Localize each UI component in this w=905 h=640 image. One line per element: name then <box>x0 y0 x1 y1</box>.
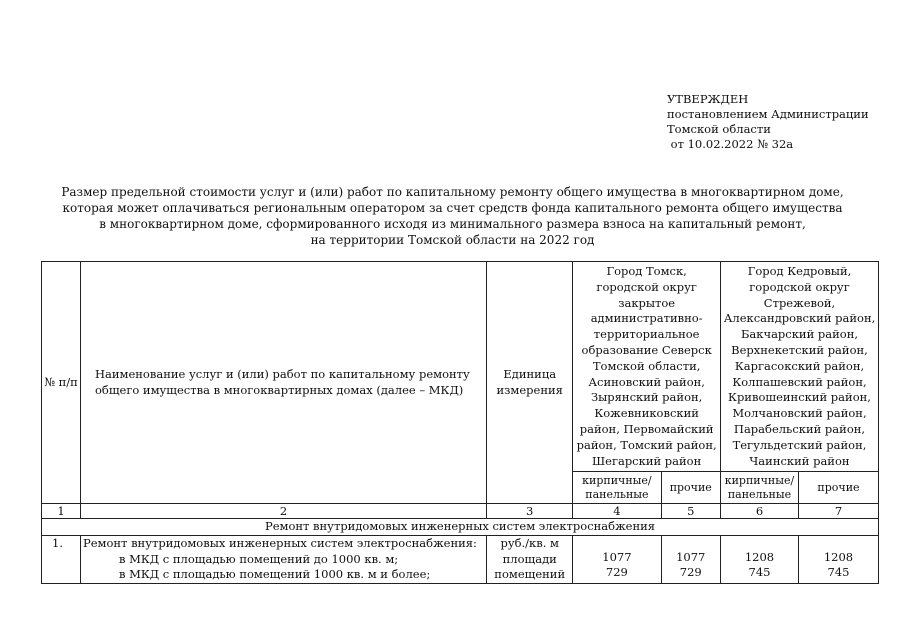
approval-line: УТВЕРЖДЕН <box>667 92 749 106</box>
column-number: 6 <box>721 504 799 519</box>
column-number: 7 <box>798 504 878 519</box>
column-number: 5 <box>661 504 721 519</box>
approval-line: Томской области <box>667 122 771 136</box>
approval-stamp <box>667 92 869 152</box>
value-a: 1208 <box>823 549 854 564</box>
title-line: Размер предельной стоимости услуг и (или) работ по капитальному ремонту общего имущества в многоквартирном доме, <box>61 185 844 199</box>
price-table <box>41 261 879 584</box>
column-number: 3 <box>487 504 573 519</box>
value-b: 745 <box>748 565 771 580</box>
approval-line: от 10.02.2022 № 32а <box>667 137 794 151</box>
column-number: 1 <box>42 504 81 519</box>
document-title <box>0 184 905 248</box>
header-region-1: Город Томск, городской округ закрытое административно-территориальное образование Северск Томской области, Асиновский район, Зырянский район, Кожевниковский район, Первомайский район, Томский район, Шегарский район <box>573 262 721 472</box>
row-value-col7 <box>798 535 878 583</box>
row-num: 1. <box>42 535 81 583</box>
row-line-a: в МКД с площадью помещений до 1000 кв. м; <box>118 551 399 566</box>
header-row <box>42 262 879 472</box>
approval-line: постановлением Администрации <box>667 107 869 121</box>
subheader-other-2: прочие <box>798 472 878 504</box>
value-a: 1077 <box>602 549 632 564</box>
header-name: Наименование услуг и (или) работ по капитальному ремонту общего имущества в многоквартирных домах (далее – МКД) <box>80 262 486 504</box>
title-line: на территории Томской области на 2022 год <box>310 233 595 247</box>
row-value-col6 <box>721 535 799 583</box>
row-value-col4 <box>573 535 661 583</box>
subheader-brick-1: кирпичные/ панельные <box>573 472 661 504</box>
row-value-col5 <box>661 535 721 583</box>
row-description <box>80 535 486 583</box>
row-title: Ремонт внутридомовых инженерных систем электроснабжения: <box>82 535 477 550</box>
value-b: 745 <box>827 565 850 580</box>
section-row <box>42 519 879 536</box>
header-num: № п/п <box>42 262 81 504</box>
header-region-2: Город Кедровый, городской округ Стрежевой, Александровский район, Бакчарский район, Верхнекетский район, Каргасокский район, Колпашевский район, Кривошеинский район, Молчановский район, Парабельский район, Тегульдетский район, Чаинский район <box>721 262 879 472</box>
value-b: 729 <box>679 565 702 580</box>
column-number: 4 <box>573 504 661 519</box>
subheader-other-1: прочие <box>661 472 721 504</box>
column-numbers-row <box>42 504 879 519</box>
value-a: 1077 <box>676 549 706 564</box>
header-unit: Единица измерения <box>487 262 573 504</box>
section-title: Ремонт внутридомовых инженерных систем электроснабжения <box>42 519 879 536</box>
table-row <box>42 535 879 583</box>
subheader-brick-2: кирпичные/ панельные <box>721 472 799 504</box>
title-line: которая может оплачиваться региональным оператором за счет средств фонда капитального ремонта общего имущества <box>62 201 843 215</box>
value-b: 729 <box>605 565 628 580</box>
column-number: 2 <box>80 504 486 519</box>
row-line-b: в МКД с площадью помещений 1000 кв. м и более; <box>118 567 431 582</box>
title-line: в многоквартирном доме, сформированного исходя из минимального размера взноса на капитальный ремонт, <box>99 217 806 231</box>
value-a: 1208 <box>744 549 775 564</box>
row-unit: руб./кв. м площади помещений <box>487 535 573 583</box>
